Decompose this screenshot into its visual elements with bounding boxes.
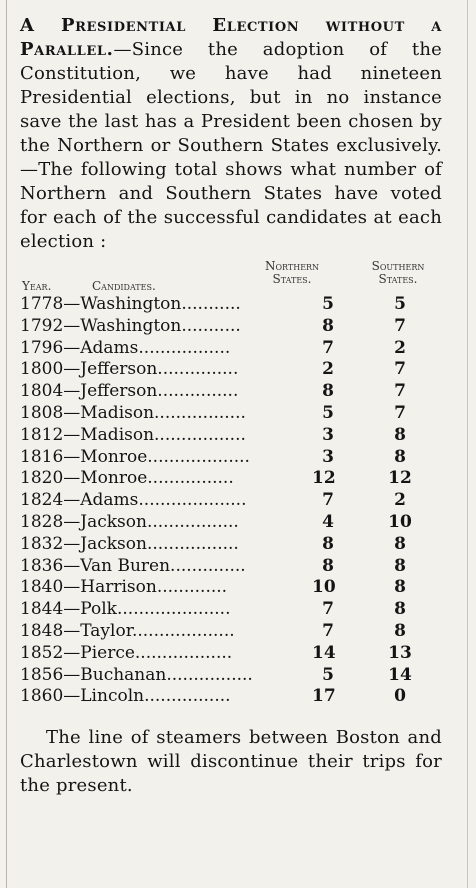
row-northern-count: 2 — [322, 359, 334, 380]
row-southern-count: 8 — [394, 555, 406, 576]
table-row — [20, 556, 442, 578]
row-southern-count: 7 — [394, 359, 406, 380]
row-year-candidate: 1852—Pierce.................. — [20, 642, 233, 663]
row-year-candidate: 1840—Harrison............. — [20, 577, 228, 598]
row-northern-count: 8 — [322, 533, 334, 554]
row-southern-count: 8 — [394, 577, 406, 598]
row-year-candidate: 1848—Taylor................... — [20, 620, 235, 641]
table-row — [20, 490, 442, 512]
row-northern-count: 5 — [322, 294, 334, 314]
row-southern-count: 8 — [394, 599, 406, 620]
table-row — [20, 447, 442, 469]
row-year-candidate: 1856—Buchanan................ — [20, 664, 253, 685]
table-row — [20, 643, 442, 665]
row-northern-count: 8 — [322, 315, 334, 336]
column-rule-left — [6, 0, 7, 888]
table-row — [20, 599, 442, 621]
row-year-candidate: 1836—Van Buren.............. — [20, 555, 246, 576]
row-year-candidate: 1860—Lincoln................ — [20, 686, 231, 707]
row-northern-count: 8 — [322, 381, 334, 402]
row-southern-count: 7 — [394, 402, 406, 423]
table-row — [20, 534, 442, 556]
newspaper-column — [20, 14, 442, 798]
table-row — [20, 359, 442, 381]
row-year-candidate: 1816—Monroe................... — [20, 446, 250, 467]
row-southern-count: 14 — [388, 664, 412, 685]
row-southern-count: 13 — [388, 642, 412, 663]
table-row — [20, 468, 442, 490]
row-northern-count: 7 — [322, 620, 334, 641]
row-southern-count: 8 — [394, 533, 406, 554]
row-southern-count: 10 — [388, 511, 412, 532]
row-year-candidate: 1808—Madison................. — [20, 402, 246, 423]
header-candidates: Candidates. — [92, 279, 156, 293]
row-northern-count: 12 — [312, 468, 336, 489]
article-paragraph — [20, 14, 442, 254]
row-southern-count: 7 — [394, 315, 406, 336]
row-northern-count: 8 — [322, 555, 334, 576]
row-northern-count: 5 — [322, 664, 334, 685]
row-northern-count: 3 — [322, 446, 334, 467]
row-year-candidate: 1844—Polk..................... — [20, 599, 231, 620]
table-row — [20, 403, 442, 425]
table-row — [20, 621, 442, 643]
table-row — [20, 338, 442, 360]
row-southern-count: 2 — [394, 337, 406, 358]
election-table — [20, 294, 442, 708]
row-year-candidate: 1820—Monroe................ — [20, 468, 234, 489]
row-southern-count: 8 — [394, 620, 406, 641]
row-year-candidate: 1828—Jackson................. — [20, 511, 239, 532]
row-northern-count: 7 — [322, 599, 334, 620]
row-northern-count: 7 — [322, 490, 334, 511]
row-year-candidate: 1812—Madison................. — [20, 424, 246, 445]
table-row — [20, 512, 442, 534]
row-southern-count: 7 — [394, 381, 406, 402]
table-row — [20, 425, 442, 447]
table-row — [20, 294, 442, 316]
table-row — [20, 316, 442, 338]
closing-paragraph: The line of steamers between Boston and Charlestown will discontinue their trips for the present. — [20, 727, 442, 797]
header-year: Year. — [22, 279, 52, 293]
table-row — [20, 665, 442, 687]
row-southern-count: 0 — [394, 686, 406, 707]
row-southern-count: 2 — [394, 490, 406, 511]
table-row — [20, 381, 442, 403]
row-southern-count: 5 — [394, 294, 406, 314]
row-southern-count: 8 — [394, 446, 406, 467]
article-body: —Since the adoption of the Constitution, we have had nineteen Presidential elections, but in no instance save the last has a President been chosen by the Northern or Southern States exclusively.—The following total shows what number of Northern and Southern States have voted for each of the successful candidates at each election : — [20, 39, 442, 252]
row-northern-count: 7 — [322, 337, 334, 358]
row-northern-count: 17 — [312, 686, 336, 707]
row-year-candidate: 1778—Washington........... — [20, 294, 241, 314]
row-northern-count: 10 — [312, 577, 336, 598]
column-rule-right — [467, 0, 468, 888]
table-row — [20, 577, 442, 599]
row-northern-count: 3 — [322, 424, 334, 445]
row-year-candidate: 1832—Jackson................. — [20, 533, 239, 554]
table-row — [20, 686, 442, 708]
row-southern-count: 8 — [394, 424, 406, 445]
table-header — [20, 260, 442, 294]
row-northern-count: 14 — [312, 642, 336, 663]
row-year-candidate: 1804—Jefferson............... — [20, 381, 239, 402]
row-year-candidate: 1824—Adams.................... — [20, 490, 247, 511]
row-year-candidate: 1796—Adams................. — [20, 337, 231, 358]
header-northern-states: Northern States. — [264, 259, 320, 286]
header-southern-states: Southern States. — [371, 259, 425, 286]
row-southern-count: 12 — [388, 468, 412, 489]
row-year-candidate: 1800—Jefferson............... — [20, 359, 239, 380]
row-year-candidate: 1792—Washington........... — [20, 315, 241, 336]
row-northern-count: 5 — [322, 402, 334, 423]
article-headline: A Presidential Election without a Parallel. — [20, 15, 442, 60]
row-northern-count: 4 — [322, 511, 334, 532]
